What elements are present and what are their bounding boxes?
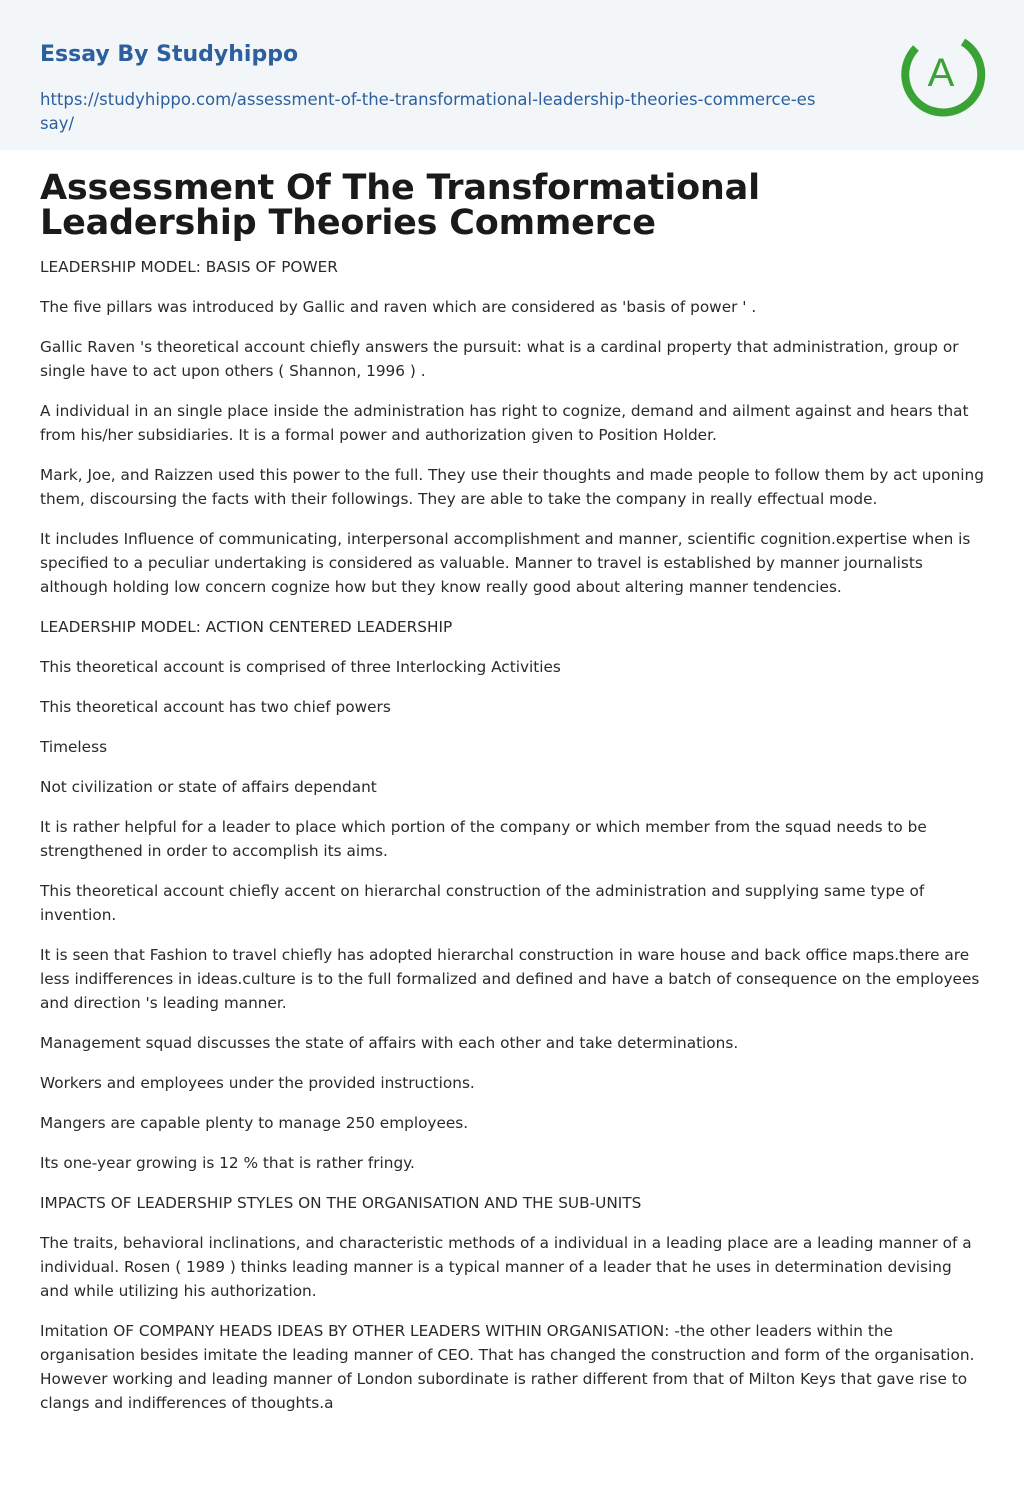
essay-paragraph: Mangers are capable plenty to manage 250 employees. (40, 1114, 469, 1132)
essay-paragraph: A individual in an single place inside the administration has right to cognize, demand and ailment against and hears that from his/her subsidiaries. It is a formal power and authorization given to Position Holder. (40, 402, 969, 444)
essay-paragraph: Workers and employees under the provided instructions. (40, 1074, 475, 1092)
essay-paragraph: It is rather helpful for a leader to place which portion of the company or which member from the squad needs to be strengthened in order to accomplish its aims. (40, 818, 927, 860)
essay-paragraph: Management squad discusses the state of affairs with each other and take determinations. (40, 1034, 739, 1052)
page-header (0, 0, 1024, 150)
essay-paragraph: Gallic Raven 's theoretical account chiefly answers the pursuit: what is a cardinal property that administration, group or single have to act upon others ( Shannon, 1996 ) . (40, 338, 959, 380)
essay-paragraph: Timeless (40, 738, 108, 756)
essay-paragraph: LEADERSHIP MODEL: BASIS OF POWER (40, 258, 338, 276)
brand-title[interactable]: Essay By Studyhippo (40, 42, 299, 67)
essay-paragraph: LEADERSHIP MODEL: ACTION CENTERED LEADERSHIP (40, 618, 453, 636)
essay-paragraph: It includes Influence of communicating, interpersonal accomplishment and manner, scientific cognition.expertise when is specified to a peculiar undertaking is considered as valuable. Manner to travel is established by manner journalists although holding low concern cognize how but they know really good about altering manner tendencies. (40, 530, 971, 596)
essay-paragraph: The traits, behavioral inclinations, and characteristic methods of a individual in a leading place are a leading manner of a individual. Rosen ( 1989 ) thinks leading manner is a typical manner of a leader that he uses in determination devising and while utilizing his authorization. (40, 1234, 972, 1300)
essay-paragraph: Imitation OF COMPANY HEADS IDEAS BY OTHER LEADERS WITHIN ORGANISATION: -the other leaders within the organisation besides imitate the leading manner of CEO. That has changed the construction and form of the organisation. However working and leading manner of London subordinate is rather different from that of Milton Keys that gave rise to clangs and indifferences of thoughts.a (40, 1322, 975, 1412)
essay-paragraph: This theoretical account is comprised of three Interlocking Activities (40, 658, 561, 676)
logo-letter: A (927, 51, 955, 95)
essay-paragraph: The five pillars was introduced by Gallic and raven which are considered as 'basis of power ' . (40, 298, 757, 316)
article (0, 168, 1024, 1415)
essay-paragraph: IMPACTS OF LEADERSHIP STYLES ON THE ORGANISATION AND THE SUB-UNITS (40, 1194, 642, 1212)
essay-paragraph: This theoretical account chiefly accent on hierarchal construction of the administration and supplying same type of invention. (40, 882, 925, 924)
essay-paragraph: Not civilization or state of affairs dependant (40, 778, 377, 796)
essay-body (40, 255, 984, 1415)
page-title: Assessment Of The Transformational Leadership Theories Commerce (40, 168, 760, 243)
essay-url-link[interactable]: https://studyhippo.com/assessment-of-the-transformational-leadership-theories-commerce-essay/ (40, 90, 816, 133)
essay-paragraph: This theoretical account has two chief powers (40, 698, 391, 716)
essay-paragraph: It is seen that Fashion to travel chiefly has adopted hierarchal construction in ware house and back office maps.there are less indifferences in ideas.culture is to the full formalized and defined and have a batch of consequence on the employees and direction 's leading manner. (40, 946, 980, 1012)
studyhippo-logo-icon[interactable] (896, 28, 986, 118)
essay-paragraph: Mark, Joe, and Raizzen used this power to the full. They use their thoughts and made people to follow them by act uponing them, discoursing the facts with their followings. They are able to take the company in really effectual mode. (40, 466, 984, 508)
essay-paragraph: Its one-year growing is 12 % that is rather fringy. (40, 1154, 415, 1172)
